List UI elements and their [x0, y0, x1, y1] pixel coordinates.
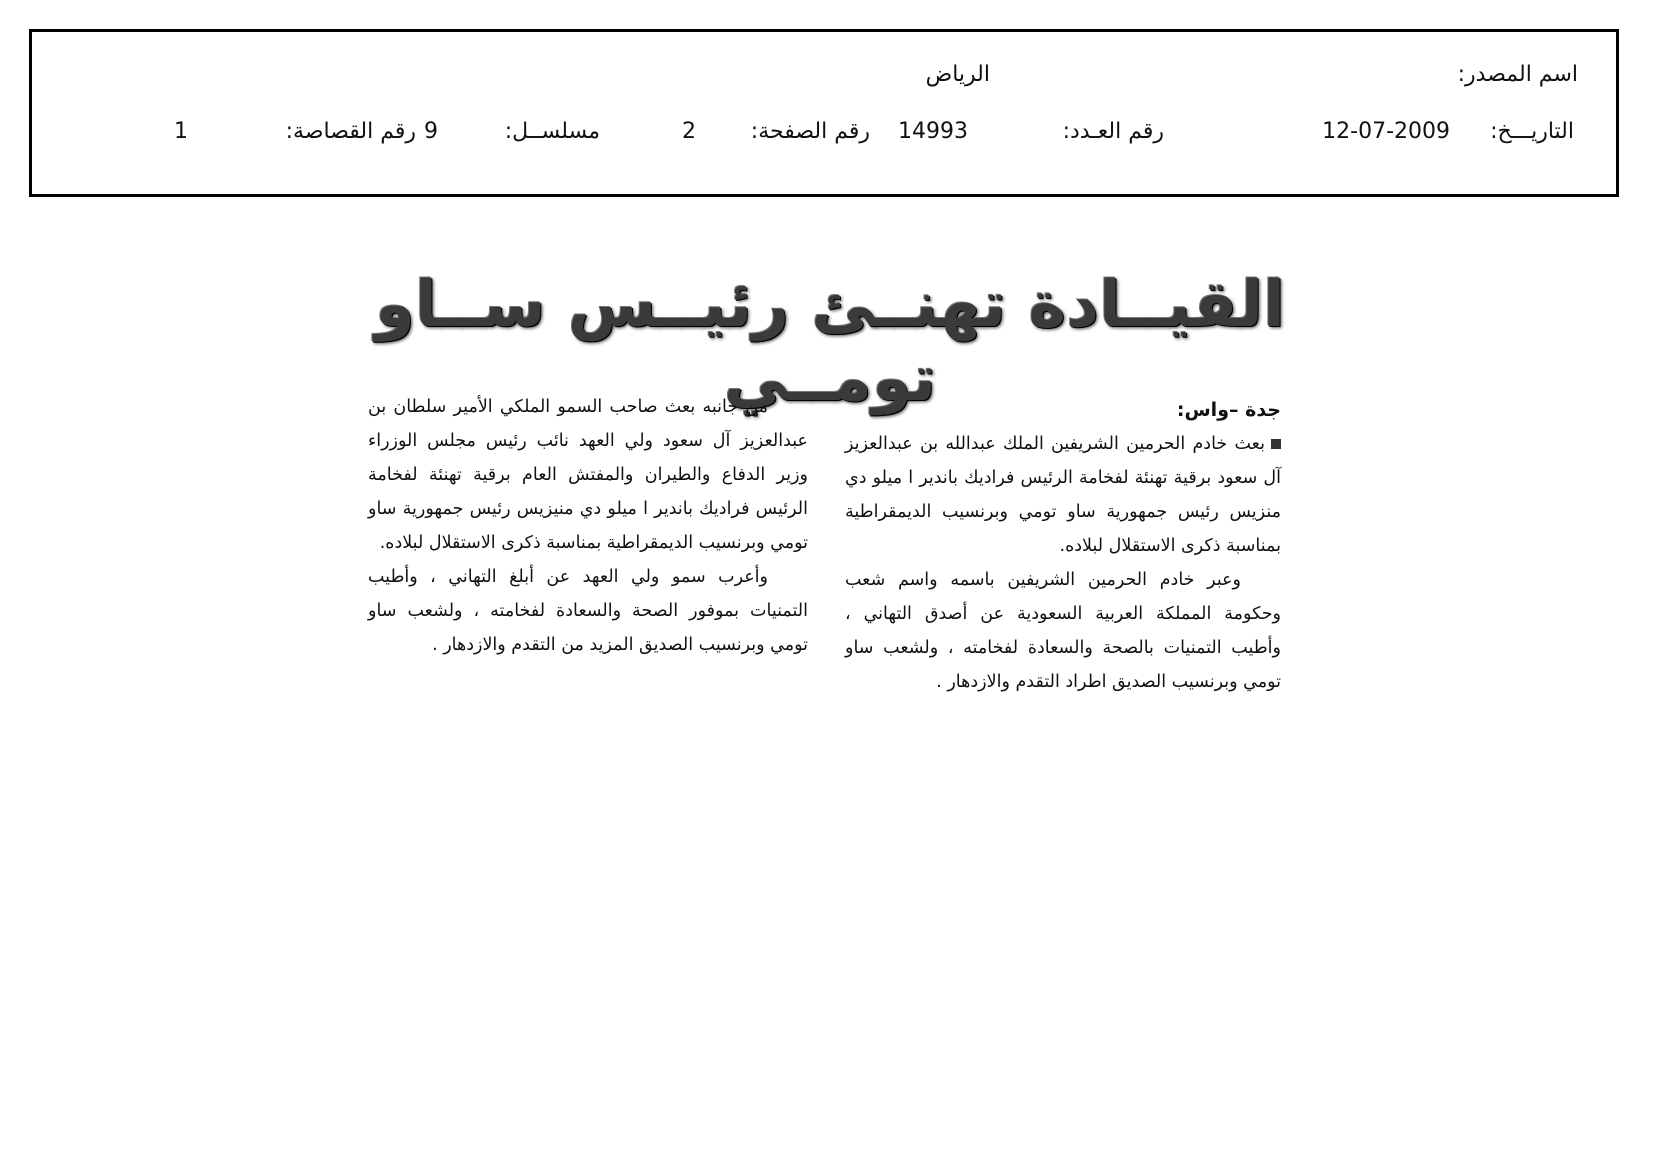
clip-label: رقم القصاصة: [285, 119, 416, 144]
article-dateline: جدة –واس: [1176, 399, 1281, 421]
source-value: الرياض [925, 62, 990, 87]
page-value: 2 [682, 119, 696, 144]
source-metadata-box [29, 29, 1619, 197]
issue-label: رقم العـدد: [1062, 119, 1164, 144]
article-column-left [368, 390, 808, 662]
serial-value: 9 [424, 119, 438, 144]
serial-label: مسلســل: [504, 119, 600, 144]
source-label: اسم المصدر: [1457, 62, 1578, 87]
page-label: رقم الصفحة: [750, 119, 870, 144]
article-paragraph: بعث خادم الحرمين الشريفين الملك عبدالله بن عبدالعزيز آل سعود برقية تهنئة لفخامة الرئيس فراديك باندير ا ميلو دي منزيس رئيس جمهورية ساو تومي وبرنسيب الديمقراطية بمناسبة ذكرى الاستقلال لبلاده. [845, 434, 1281, 556]
article-headline: القيــادة تهنــئ رئيــس ســاو تومــي [375, 268, 1285, 416]
issue-value: 14993 [898, 119, 968, 144]
article-paragraph: وعبر خادم الحرمين الشريفين باسمه واسم شعب وحكومة المملكة العربية السعودية عن أصدق التهاني ، وأطيب التمنيات بالصحة والسعادة لفخامته ، ولشعب ساو تومي وبرنسيب الصديق اطراد التقدم والازدهار . [845, 570, 1281, 692]
article-column-right [845, 393, 1281, 699]
date-value: 12-07-2009 [1322, 119, 1450, 144]
clip-value: 1 [174, 119, 188, 144]
article-paragraph: من جانبه بعث صاحب السمو الملكي الأمير سلطان بن عبدالعزيز آل سعود ولي العهد نائب رئيس مجلس الوزراء وزير الدفاع والطيران والمفتش العام برقية تهنئة لفخامة الرئيس فراديك باندير ا ميلو دي منيزيس رئيس جمهورية ساو تومي وبرنسيب الديمقراطية بمناسبة ذكرى الاستقلال لبلاده. [368, 397, 808, 553]
article-paragraph: وأعرب سمو ولي العهد عن أبلغ التهاني ، وأطيب التمنيات بموفور الصحة والسعادة لفخامته ، ولشعب ساو تومي وبرنسيب الصديق المزيد من التقدم والازدهار . [368, 567, 808, 655]
date-label: التاريـــخ: [1490, 119, 1574, 144]
bullet-square-icon [1271, 439, 1281, 449]
